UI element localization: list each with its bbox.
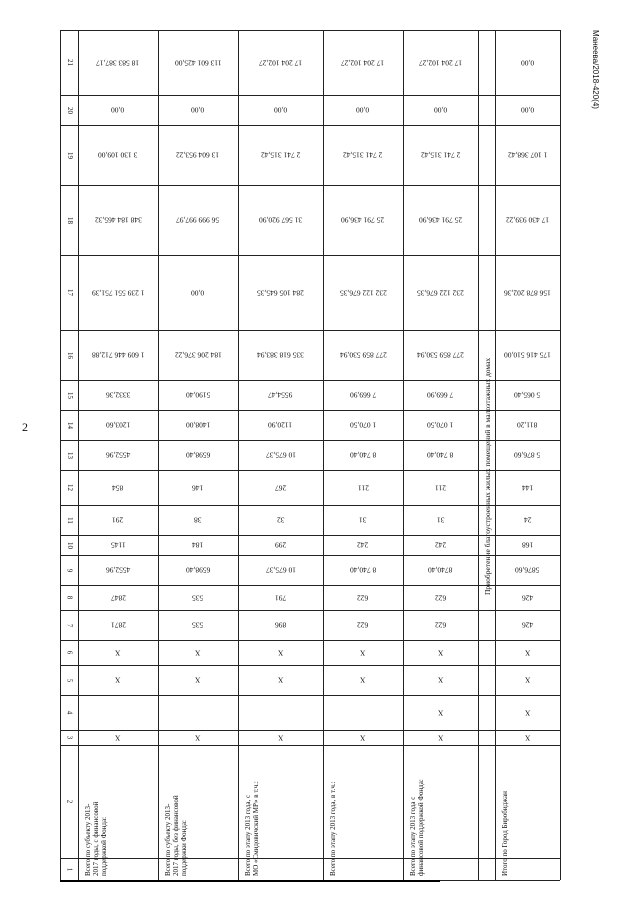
column-number-text: 4 [65, 710, 74, 715]
cell-value: 811,20 [517, 420, 538, 430]
column-number [60, 330, 78, 380]
table-cell [158, 555, 238, 585]
cell-value: X [195, 733, 201, 743]
cell-value: 291 [112, 515, 124, 525]
column-number [60, 535, 78, 555]
column-number-text: 15 [65, 391, 74, 399]
table-cell [78, 610, 158, 640]
cell-value: 168 [521, 540, 534, 550]
cell-value: 277 859 530,94 [339, 350, 387, 360]
cell-value: 5 876,60 [514, 450, 541, 460]
cell-value: 18 583 387,17 [96, 58, 140, 68]
cell-value: 1 070,50 [427, 420, 454, 430]
cell-value: 31 [436, 515, 445, 525]
table-cell [158, 440, 238, 470]
cell-value: 1203,60 [105, 420, 131, 430]
cell-value: 1 107 368,42 [507, 150, 548, 160]
table-cell [403, 185, 478, 255]
cell-value: 1145 [110, 540, 126, 550]
cell-value: 211 [357, 483, 369, 493]
column-number-text: 14 [65, 421, 74, 429]
cell-value: 31 [359, 515, 367, 525]
cell-value: 2 741 315,42 [420, 150, 461, 160]
table-cell [158, 330, 238, 380]
table-cell [158, 505, 238, 535]
cell-value: 535 [192, 620, 204, 630]
row-label-line: 2017 годы, с финансовой [92, 801, 101, 876]
cell-value: 3 130 109,00 [98, 150, 138, 160]
table-cell [323, 255, 403, 330]
table-cell [158, 470, 238, 505]
table-cell [238, 410, 323, 440]
cell-value: 0,00 [191, 288, 205, 298]
cell-value: 144 [521, 483, 534, 493]
table-cell [158, 610, 238, 640]
cell-value: 348 184 465,32 [94, 215, 142, 225]
table-cell [403, 585, 478, 610]
cell-value: 277 859 530,94 [417, 350, 464, 360]
column-number [60, 125, 78, 185]
table-cell [403, 535, 478, 555]
table-cell [495, 330, 560, 380]
table-cell [323, 585, 403, 610]
table-cell [238, 585, 323, 610]
table-cell [78, 30, 158, 95]
table-cell [403, 610, 478, 640]
cell-value: 175 416 510,00 [504, 350, 551, 360]
cell-value: 0,00 [520, 105, 535, 115]
table-cell [495, 30, 560, 95]
column-number-text: 6 [65, 650, 74, 655]
row-label-line: поддержки Фонда: [180, 820, 189, 876]
table-cell [323, 380, 403, 410]
row-label-line: Всего по этапу 2013 года, с [244, 794, 252, 876]
table-cell [78, 555, 158, 585]
cell-value: 0,00 [356, 105, 370, 115]
cell-value: X [437, 733, 444, 743]
table-cell [158, 95, 238, 125]
column-number [60, 410, 78, 440]
table-cell [323, 125, 403, 185]
table-cell [238, 505, 323, 535]
row-label-line: Всего по субъекту 2013- [164, 803, 172, 876]
table-cell [78, 330, 158, 380]
cell-value: 426 [521, 620, 534, 630]
cell-value: 622 [434, 593, 447, 603]
cell-value: X [195, 675, 201, 685]
table-cell [495, 255, 560, 330]
cell-value: 1 070,50 [349, 420, 377, 430]
table-cell [78, 125, 158, 185]
column-number-text: 18 [65, 216, 74, 224]
table-cell [238, 640, 323, 665]
table-cell [403, 730, 478, 745]
cell-value: 0,00 [433, 105, 448, 115]
cell-value: X [360, 675, 366, 685]
table-cell [495, 640, 560, 665]
cell-value: 113 601 425,00 [174, 58, 222, 68]
table-cell [323, 30, 403, 95]
column-number [60, 858, 78, 880]
cell-value: X [437, 648, 444, 658]
column-number [60, 745, 78, 858]
table-cell [495, 470, 560, 505]
cell-value: 5190,40 [185, 390, 211, 400]
row-label [329, 781, 337, 876]
table-cell [403, 505, 478, 535]
column-number-text: 12 [65, 484, 74, 491]
table-cell [403, 640, 478, 665]
cell-value: 146 [192, 483, 204, 493]
table-cell [78, 535, 158, 555]
cell-value: X [115, 733, 121, 743]
column-number [60, 95, 78, 125]
cell-value: 1408,00 [185, 420, 211, 430]
cell-value: 426 [521, 593, 534, 603]
table-cell [403, 665, 478, 695]
side-note: Манеева/2018-420(4) [591, 30, 600, 109]
column-number [60, 185, 78, 255]
table-cell [323, 535, 403, 555]
cell-value: 0,00 [191, 105, 205, 115]
table-cell [323, 440, 403, 470]
column-number-text: 21 [65, 59, 74, 66]
section-title: Приобретение благоустроенных жилых помещений в малоэтажных домах [483, 357, 492, 595]
row-label-line: финансовой поддержкой Фонда: [417, 779, 426, 876]
table-cell [323, 330, 403, 380]
column-number-text: 20 [65, 106, 74, 114]
table-cell [158, 185, 238, 255]
cell-value: 299 [274, 540, 287, 550]
table-cell [495, 610, 560, 640]
table-cell [323, 640, 403, 665]
cell-value: 156 878 202,36 [504, 288, 551, 298]
row-label [84, 802, 108, 876]
cell-value: 17 430 939,22 [505, 215, 550, 225]
table-cell [403, 125, 478, 185]
cell-value: 13 604 953,22 [176, 150, 220, 160]
table-cell [495, 585, 560, 610]
table-cell [238, 695, 323, 730]
cell-value: 896 [274, 620, 287, 630]
column-number [60, 695, 78, 730]
row-label-line: Всего по субъекту 2013- [84, 803, 92, 876]
cell-value: 791 [274, 593, 287, 603]
table-cell [495, 730, 560, 745]
table-cell [323, 185, 403, 255]
cell-value: 5876,60 [515, 565, 540, 575]
cell-value: 242 [434, 540, 447, 550]
row-label-line: Всего по этапу 2013 года, в т.ч.: [329, 781, 337, 876]
column-number [60, 470, 78, 505]
table-cell [78, 585, 158, 610]
column-number-text: 3 [65, 735, 74, 740]
cell-value: 8 740,40 [349, 565, 377, 575]
table-cell [495, 380, 560, 410]
table-cell [158, 695, 238, 730]
cell-value: 6598,40 [185, 565, 211, 575]
cell-value: 4552,96 [105, 565, 131, 575]
cell-value: 8740,40 [428, 565, 453, 575]
table-cell [78, 410, 158, 440]
cell-value: X [115, 675, 121, 685]
cell-value: 622 [357, 593, 369, 603]
table-cell [495, 665, 560, 695]
table-cell [323, 730, 403, 745]
column-number [60, 730, 78, 745]
cell-value: X [524, 733, 531, 743]
cell-value: 1120,90 [268, 420, 293, 430]
cell-value: 25 791 436,90 [418, 215, 463, 225]
table-cell [495, 440, 560, 470]
column-number-text: 10 [65, 541, 74, 549]
cell-value: X [524, 675, 531, 685]
row-label-line: Итого по Город Биробиджан [501, 791, 509, 876]
column-number [60, 585, 78, 610]
table-cell [238, 610, 323, 640]
cell-value: X [277, 733, 284, 743]
cell-value: 1 239 551 751,39 [91, 288, 145, 298]
cell-value: 0,00 [273, 105, 288, 115]
row-label-line: поддержкой Фонда: [100, 816, 109, 876]
cell-value: 232 122 676,35 [339, 288, 387, 298]
cell-value: 535 [192, 593, 204, 603]
table-cell [158, 665, 238, 695]
table-border-right [560, 30, 561, 880]
cell-value: 7 669,90 [349, 390, 377, 400]
column-number-text: 5 [65, 678, 74, 682]
table-cell [158, 30, 238, 95]
table-cell [78, 470, 158, 505]
row-label-line: 2017 годы, без финансовой [172, 795, 181, 876]
row-label [501, 791, 509, 876]
table-cell [495, 95, 560, 125]
row-divider [478, 30, 479, 880]
cell-value: 0,00 [111, 105, 125, 115]
cell-value: 25 791 436,90 [341, 215, 385, 225]
column-number [60, 255, 78, 330]
cell-value: 6598,40 [185, 450, 211, 460]
cell-value: 0,00 [520, 58, 535, 68]
column-number-text: 1 [65, 867, 74, 871]
table-cell [238, 535, 323, 555]
table-cell [238, 330, 323, 380]
table-cell [238, 380, 323, 410]
cell-value: 32 [276, 515, 285, 525]
row-label [244, 781, 260, 876]
table-cell [403, 30, 478, 95]
table-cell [403, 470, 478, 505]
cell-value: 10 675,37 [265, 565, 296, 575]
cell-value: X [437, 675, 444, 685]
table-cell [495, 125, 560, 185]
column-number-text: 17 [65, 289, 74, 296]
cell-value: X [360, 648, 366, 658]
table-cell [495, 535, 560, 555]
cell-value: 5 065,40 [514, 390, 541, 400]
cell-value: X [360, 733, 366, 743]
cell-value: 184 206 376,22 [174, 350, 222, 360]
table-cell [158, 640, 238, 665]
column-divider [60, 745, 560, 746]
table-cell [238, 555, 323, 585]
table-cell [238, 255, 323, 330]
table-cell [238, 665, 323, 695]
cell-value: 9554,47 [268, 390, 293, 400]
table-cell [158, 125, 238, 185]
table-cell [403, 330, 478, 380]
cell-value: 242 [357, 540, 369, 550]
table-cell [158, 255, 238, 330]
page-number: 2 [22, 420, 28, 434]
column-number [60, 440, 78, 470]
cell-value: 8 740,40 [427, 450, 454, 460]
table-cell [403, 255, 478, 330]
cell-value: 38 [194, 515, 202, 525]
table-cell [323, 555, 403, 585]
table-cell [78, 505, 158, 535]
cell-value: 2 741 315,42 [260, 150, 301, 160]
table-cell [78, 695, 158, 730]
column-number [60, 610, 78, 640]
cell-value: 267 [274, 483, 287, 493]
table-cell [495, 555, 560, 585]
table-cell [78, 95, 158, 125]
cell-value: 10 675,37 [265, 450, 296, 460]
table-cell [403, 410, 478, 440]
table-cell [403, 380, 478, 410]
table-cell [78, 185, 158, 255]
cell-value: 211 [435, 483, 446, 493]
cell-value: X [277, 675, 284, 685]
cell-value: 17 204 102,27 [258, 58, 303, 68]
cell-value: 622 [434, 620, 447, 630]
table-cell [158, 585, 238, 610]
table-cell [158, 410, 238, 440]
cell-value: X [195, 648, 201, 658]
column-divider [60, 858, 560, 859]
table-cell [403, 95, 478, 125]
table-cell [238, 95, 323, 125]
cell-value: 1 609 446 712,88 [91, 350, 145, 360]
cell-value: 17 204 102,27 [418, 58, 463, 68]
table-cell [238, 730, 323, 745]
table-cell [403, 555, 478, 585]
column-number [60, 555, 78, 585]
table-cell [403, 440, 478, 470]
column-number-text: 8 [65, 595, 74, 600]
cell-value: X [277, 648, 284, 658]
cell-value: 2871 [110, 620, 126, 630]
column-number-text: 7 [65, 623, 74, 627]
table-cell [158, 730, 238, 745]
table-cell [323, 470, 403, 505]
column-number [60, 30, 78, 95]
table-cell [78, 640, 158, 665]
cell-value: 232 122 676,35 [417, 288, 464, 298]
table-cell [158, 535, 238, 555]
table-cell [495, 695, 560, 730]
cell-value: 7 669,90 [427, 390, 454, 400]
table-cell [495, 505, 560, 535]
cell-value: 17 204 102,27 [341, 58, 385, 68]
cell-value: 284 105 645,35 [257, 288, 304, 298]
table-cell [323, 505, 403, 535]
cell-value: 56 999 997,97 [176, 215, 220, 225]
column-number [60, 505, 78, 535]
cell-value: X [524, 708, 531, 718]
cell-value: 622 [357, 620, 369, 630]
cell-value: 4552,96 [105, 450, 131, 460]
cell-value: 24 [523, 515, 532, 525]
cell-value: 2 741 315,42 [343, 150, 383, 160]
cell-value: 335 618 383,94 [257, 350, 304, 360]
cell-value: 31 567 920,90 [258, 215, 303, 225]
table-cell [323, 610, 403, 640]
cell-value: X [115, 648, 121, 658]
table-cell [158, 380, 238, 410]
cell-value: 3332,36 [105, 390, 131, 400]
table-cell [78, 440, 158, 470]
table-cell [323, 410, 403, 440]
column-number-text: 16 [65, 351, 74, 359]
table-cell [238, 185, 323, 255]
table-cell [238, 440, 323, 470]
column-number-text: 19 [65, 151, 74, 159]
table-cell [495, 410, 560, 440]
table-cell [238, 30, 323, 95]
table-cell [78, 665, 158, 695]
table-cell [78, 730, 158, 745]
table-cell [403, 695, 478, 730]
table-cell [323, 665, 403, 695]
row-label [164, 795, 188, 876]
cell-value: 8 740,40 [349, 450, 377, 460]
column-number-text: 9 [65, 568, 74, 572]
table-cell [323, 695, 403, 730]
cell-value: X [524, 648, 531, 658]
table-cell [323, 95, 403, 125]
cell-value: 184 [192, 540, 204, 550]
column-number-text: 13 [65, 451, 74, 459]
table-cell [495, 185, 560, 255]
row-label [409, 779, 425, 876]
column-number [60, 380, 78, 410]
cell-value: X [437, 708, 444, 718]
cell-value: 2847 [110, 593, 126, 603]
row-label-line: МО «Смидовичский МР» в т.ч.: [252, 781, 261, 876]
cell-value: 854 [112, 483, 124, 493]
column-number [60, 640, 78, 665]
column-number-text: 2 [65, 799, 74, 804]
column-number [60, 665, 78, 695]
table-cell [78, 255, 158, 330]
table-cell [238, 470, 323, 505]
table-cell [238, 125, 323, 185]
column-number-text: 11 [65, 516, 74, 524]
row-label-line: Всего по этапу 2013 года с [409, 796, 417, 876]
table-cell [78, 380, 158, 410]
bottom-rule [60, 880, 440, 882]
